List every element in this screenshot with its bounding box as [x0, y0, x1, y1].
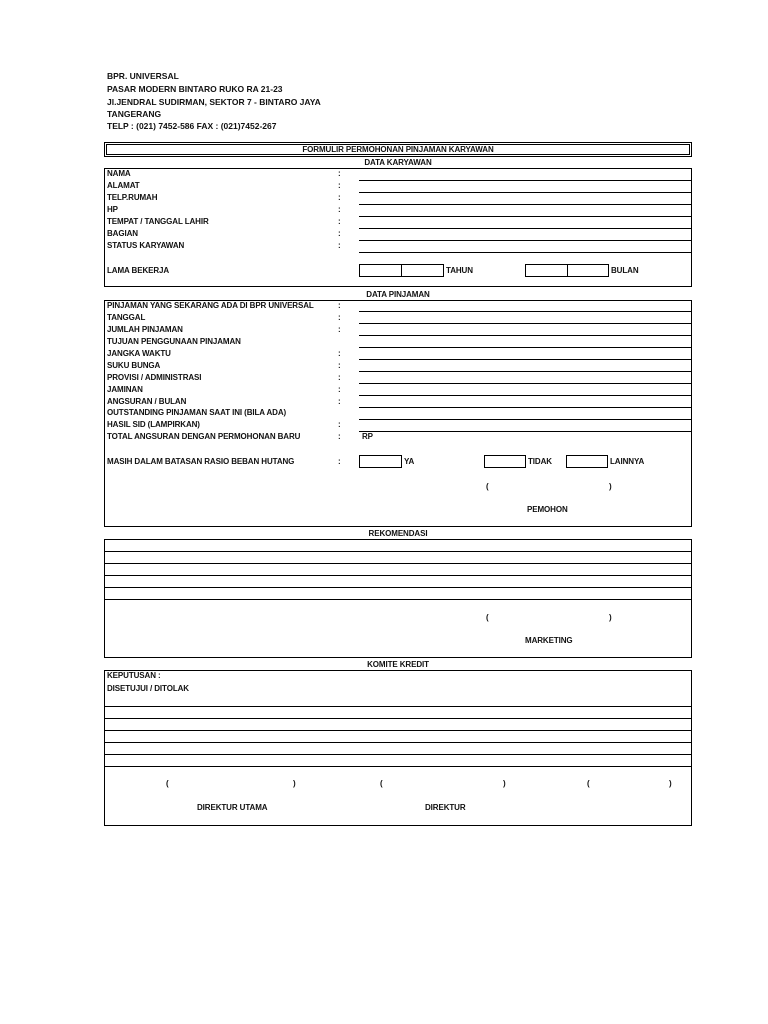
input-line[interactable]: [359, 383, 691, 384]
input-line[interactable]: [359, 431, 691, 432]
komite-box: [104, 670, 692, 826]
signature-paren-open: (: [166, 779, 169, 788]
signature-paren-close: ): [609, 482, 612, 491]
field-label: STATUS KARYAWAN: [107, 241, 185, 250]
input-line[interactable]: [359, 395, 691, 396]
colon: :: [338, 373, 341, 382]
field-label: JUMLAH PINJAMAN: [107, 325, 183, 334]
input-line-status[interactable]: [359, 252, 691, 253]
section-data-pinjaman: DATA PINJAMAN: [366, 290, 430, 299]
section-rekomendasi: REKOMENDASI: [368, 529, 428, 538]
ya-label: YA: [404, 457, 415, 466]
field-label: ALAMAT: [107, 181, 140, 190]
colon: :: [338, 349, 341, 358]
input-line[interactable]: [359, 311, 691, 312]
bank-name: BPR. UNIVERSAL: [107, 71, 179, 81]
input-line[interactable]: [359, 419, 691, 420]
input-line[interactable]: [359, 323, 691, 324]
input-line[interactable]: [359, 371, 691, 372]
tidak-checkbox[interactable]: [484, 455, 526, 468]
field-label: ANGSURAN / BULAN: [107, 397, 187, 406]
rekomendasi-line[interactable]: [105, 551, 691, 552]
colon: :: [338, 385, 341, 394]
field-label: TELP.RUMAH: [107, 193, 158, 202]
field-label: SUKU BUNGA: [107, 361, 161, 370]
field-label: PROVISI / ADMINISTRASI: [107, 373, 202, 382]
tahun-box-2[interactable]: [401, 264, 444, 277]
field-label: PINJAMAN YANG SEKARANG ADA DI BPR UNIVERSAL: [107, 301, 314, 310]
input-line-alamat[interactable]: [359, 192, 691, 193]
input-line-nama[interactable]: [359, 180, 691, 181]
signature-paren-open: (: [486, 482, 489, 491]
bank-city: TANGERANG: [107, 109, 162, 119]
input-line-ttl[interactable]: [359, 228, 691, 229]
direktur-utama-label: DIREKTUR UTAMA: [197, 803, 268, 812]
rasio-label: MASIH DALAM BATASAN RASIO BEBAN HUTANG: [107, 457, 295, 466]
disetujui-label: DISETUJUI / DITOLAK: [107, 684, 189, 693]
komite-line[interactable]: [105, 718, 691, 719]
section-komite-kredit: KOMITE KREDIT: [367, 660, 429, 669]
colon: :: [338, 169, 341, 178]
lama-bekerja-label: LAMA BEKERJA: [107, 266, 170, 275]
signature-paren-close: ): [293, 779, 296, 788]
ya-checkbox[interactable]: [359, 455, 402, 468]
input-line-hp[interactable]: [359, 216, 691, 217]
field-label: TUJUAN PENGGUNAAN PINJAMAN: [107, 337, 241, 346]
field-label: HASIL SID (LAMPIRKAN): [107, 420, 200, 429]
colon: :: [338, 325, 341, 334]
colon: :: [338, 229, 341, 238]
signature-paren-open: (: [486, 613, 489, 622]
input-line-bagian[interactable]: [359, 240, 691, 241]
colon: :: [338, 205, 341, 214]
colon: :: [338, 181, 341, 190]
signature-paren-open: (: [587, 779, 590, 788]
input-line-telp[interactable]: [359, 204, 691, 205]
bulan-label: BULAN: [611, 266, 639, 275]
colon: :: [338, 457, 341, 466]
input-line[interactable]: [359, 335, 691, 336]
input-line[interactable]: [359, 359, 691, 360]
input-line[interactable]: [359, 347, 691, 348]
lainnya-label: LAINNYA: [610, 457, 645, 466]
komite-line[interactable]: [105, 742, 691, 743]
pemohon-label: PEMOHON: [527, 505, 568, 514]
komite-line[interactable]: [105, 754, 691, 755]
lainnya-checkbox[interactable]: [566, 455, 608, 468]
colon: :: [338, 420, 341, 429]
marketing-label: MARKETING: [525, 636, 573, 645]
bank-address-line: PASAR MODERN BINTARO RUKO RA 21-23: [107, 84, 283, 94]
signature-paren-close: ): [609, 613, 612, 622]
signature-paren-open: (: [380, 779, 383, 788]
colon: :: [338, 301, 341, 310]
rekomendasi-line[interactable]: [105, 599, 691, 600]
signature-paren-close: ): [669, 779, 672, 788]
rekomendasi-line[interactable]: [105, 587, 691, 588]
colon: :: [338, 193, 341, 202]
colon: :: [338, 432, 341, 441]
field-label: JAMINAN: [107, 385, 143, 394]
tidak-label: TIDAK: [528, 457, 552, 466]
field-label: BAGIAN: [107, 229, 138, 238]
tahun-box-1[interactable]: [359, 264, 402, 277]
form-title: FORMULIR PERMOHONAN PINJAMAN KARYAWAN: [302, 145, 494, 154]
rp-label: RP: [362, 432, 373, 441]
komite-line[interactable]: [105, 730, 691, 731]
section-data-karyawan: DATA KARYAWAN: [364, 158, 432, 167]
field-label: TOTAL ANGSURAN DENGAN PERMOHONAN BARU: [107, 432, 301, 441]
field-label: JANGKA WAKTU: [107, 349, 171, 358]
komite-line[interactable]: [105, 766, 691, 767]
field-label: OUTSTANDING PINJAMAN SAAT INI (BILA ADA): [107, 408, 287, 417]
colon: :: [338, 241, 341, 250]
rekomendasi-line[interactable]: [105, 575, 691, 576]
bulan-box-1[interactable]: [525, 264, 568, 277]
komite-line[interactable]: [105, 706, 691, 707]
bank-contact: TELP : (021) 7452-586 FAX : (021)7452-267: [107, 121, 277, 131]
field-label: NAMA: [107, 169, 131, 178]
rekomendasi-line[interactable]: [105, 563, 691, 564]
direktur-label: DIREKTUR: [425, 803, 466, 812]
bulan-box-2[interactable]: [567, 264, 609, 277]
bank-address-line: Jl.JENDRAL SUDIRMAN, SEKTOR 7 - BINTARO JAYA: [107, 97, 321, 107]
colon: :: [338, 397, 341, 406]
field-label: TANGGAL: [107, 313, 146, 322]
field-label: HP: [107, 205, 118, 214]
field-label: TEMPAT / TANGGAL LAHIR: [107, 217, 209, 226]
input-line[interactable]: [359, 407, 691, 408]
signature-paren-close: ): [503, 779, 506, 788]
tahun-label: TAHUN: [446, 266, 473, 275]
colon: :: [338, 217, 341, 226]
colon: :: [338, 361, 341, 370]
colon: :: [338, 313, 341, 322]
keputusan-label: KEPUTUSAN :: [107, 671, 161, 680]
